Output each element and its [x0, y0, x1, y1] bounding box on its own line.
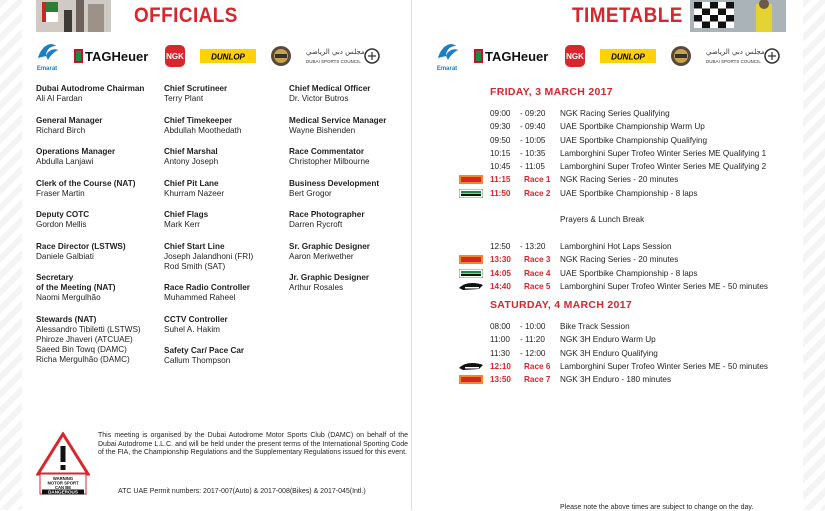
official-role: Chief Scrutineer [164, 84, 228, 93]
official-role: Race Director (LSTWS) [36, 241, 126, 251]
session-end-time: 10:05 [525, 135, 546, 145]
time-separator: - [520, 122, 523, 132]
schedule-spacer [488, 200, 803, 213]
session-event: Bike Track Session [560, 322, 630, 332]
official-name: Richa Mergulhão (DAMC) [36, 354, 130, 364]
schedule-spacer [488, 227, 803, 240]
day-heading: SATURDAY, 4 MARCH 2017 [490, 299, 632, 312]
warning-sign-line-2: MOTOR SPORT [47, 480, 79, 486]
official-entry [164, 210, 290, 230]
official-name: Antony Joseph [164, 157, 219, 166]
session-event: NGK Racing Series Qualifying [560, 109, 670, 118]
time-separator: - [520, 241, 523, 251]
lamborghini-series-icon [459, 282, 483, 291]
official-name: Ali Al Fardan [36, 94, 83, 103]
officials-column-1 [36, 84, 162, 376]
session-event: Prayers & Lunch Break [560, 215, 645, 225]
time-separator: - [520, 135, 523, 145]
warning-sign-line-1: WARNING [52, 476, 74, 481]
session-start-time: 11:00 [490, 335, 510, 345]
ngk-series-icon [459, 375, 483, 384]
notice-text: This meeting is organised by the Dubai Autodrome Motor Sports Club (DAMC) on behalf of the Dubai Autodrome L.L.C. and will be held under the present terms of the International Sporting Code of the FIA, the Championship Regulations and the Supplementary Regulations issued for this event. [98, 432, 408, 457]
race-time: 14:05 [490, 268, 511, 278]
session-end-time: 12:00 [525, 348, 546, 358]
official-entry [36, 315, 162, 365]
official-role: Deputy COTC [36, 210, 90, 219]
official-name: Bert Grogor [289, 188, 332, 198]
official-entry [164, 346, 290, 366]
race-row [488, 267, 803, 280]
race-label: Race 4 [524, 268, 551, 278]
official-entry [36, 179, 162, 199]
warning-sign-icon [36, 432, 90, 496]
emarat-logo [434, 40, 460, 72]
dunlop-logo [200, 49, 256, 63]
official-name: Richard Birch [36, 125, 86, 135]
session-end-time: 11:05 [525, 162, 545, 172]
race-row [488, 173, 803, 186]
race-label: Race 2 [524, 188, 551, 198]
official-entry [36, 242, 162, 262]
official-role: Chief Flags [164, 210, 209, 219]
ngk-logo [564, 44, 586, 68]
session-row [488, 134, 803, 147]
race-event: Lamborghini Super Trofeo Winter Series ME - 50 minutes [560, 362, 768, 372]
session-row [488, 213, 803, 226]
official-name: Christopher Milbourne [289, 157, 370, 166]
svg-text:DUNLOP: DUNLOP [611, 52, 645, 62]
race-row [488, 187, 803, 200]
session-row [488, 147, 803, 160]
club-badge-logo [270, 45, 292, 67]
right-edge-pattern [803, 0, 825, 510]
session-event: NGK 3H Enduro Warm Up [560, 335, 656, 345]
session-row [488, 120, 803, 133]
session-start-time: 08:00 [490, 322, 511, 332]
official-name: Abdulla Lanjawi [36, 157, 94, 166]
official-name: Fraser Martin [36, 188, 85, 198]
timetable-schedule [488, 86, 803, 387]
tagheuer-logo [474, 47, 550, 65]
time-separator: - [520, 322, 523, 332]
official-name: Muhammed Raheel [164, 293, 236, 302]
club-badge-logo [670, 45, 692, 67]
official-name: Wayne Bishenden [289, 125, 356, 135]
race-event: NGK Racing Series - 20 minutes [560, 255, 679, 265]
official-entry [289, 84, 409, 104]
svg-text:Emarat: Emarat [436, 66, 458, 72]
official-role: Clerk of the Course (NAT) [36, 178, 136, 188]
session-event: Lamborghini Super Trofeo Winter Series ME Qualifying 1 [560, 148, 767, 158]
race-event: UAE Sportbike Championship - 8 laps [560, 268, 698, 278]
official-entry [289, 116, 409, 136]
race-label: Race 3 [524, 255, 551, 265]
session-row [488, 347, 803, 360]
official-name: Khurram Nazeer [164, 188, 225, 198]
race-event: Lamborghini Super Trofeo Winter Series ME - 50 minutes [560, 281, 768, 291]
official-role: Safety Car/ Pace Car [164, 346, 245, 355]
session-event: UAE Sportbike Championship Qualifying [560, 135, 707, 145]
official-entry [289, 242, 409, 262]
session-end-time: 10:00 [525, 322, 546, 332]
timetable-page [412, 0, 803, 510]
officials-title: OFFICIALS [134, 4, 238, 27]
official-entry [164, 84, 290, 104]
official-role: Chief Pit Lane [164, 178, 219, 188]
official-role: General Manager [36, 115, 103, 125]
session-start-time: 09:50 [490, 135, 511, 145]
official-entry [36, 210, 162, 230]
official-role: Business Development [289, 178, 380, 188]
race-time: 14:40 [490, 281, 511, 291]
session-end-time: 09:20 [525, 109, 546, 118]
sportbike-series-icon [459, 189, 483, 198]
session-row [488, 320, 803, 333]
official-name: Joseph Jalandhoni (FRI) [164, 251, 254, 261]
svg-text:DUNLOP: DUNLOP [211, 52, 245, 62]
emarat-logo-text: Emarat [36, 66, 58, 72]
official-entry [289, 210, 409, 230]
official-name: Rod Smith (SAT) [164, 261, 226, 271]
official-entry [164, 147, 290, 167]
official-role: Dubai Autodrome Chairman [36, 84, 145, 93]
sponsor-logos [34, 40, 394, 72]
official-role: Race Photographer [289, 210, 365, 219]
race-row [488, 373, 803, 386]
official-entry [36, 147, 162, 167]
timetable-banner-photo [690, 0, 786, 32]
official-role: Operations Manager [36, 147, 116, 156]
session-row [488, 160, 803, 173]
session-event: Lamborghini Hot Laps Session [560, 241, 672, 251]
sportbike-series-icon [459, 269, 483, 278]
sponsor-logos-right [434, 40, 794, 72]
session-start-time: 11:30 [490, 348, 510, 358]
day-heading: FRIDAY, 3 MARCH 2017 [490, 86, 613, 98]
svg-text:DUBAI SPORTS COUNCIL: DUBAI SPORTS COUNCIL [706, 59, 761, 64]
official-name: Aaron Meriwether [289, 251, 354, 261]
officials-column-2 [164, 84, 290, 378]
ngk-logo [164, 44, 186, 68]
left-edge-pattern [0, 0, 22, 510]
session-row [488, 240, 803, 253]
official-entry [36, 273, 162, 303]
race-label: Race 5 [524, 281, 551, 291]
session-start-time: 12:50 [490, 241, 511, 251]
race-time: 11:50 [490, 188, 511, 198]
session-end-time: 11:20 [525, 335, 545, 345]
official-entry [164, 315, 290, 335]
officials-page [22, 0, 412, 510]
race-label: Race 7 [524, 375, 551, 385]
official-role: Chief Start Line [164, 241, 225, 251]
race-event: NGK Racing Series - 20 minutes [560, 175, 679, 185]
svg-text:NGK: NGK [166, 52, 184, 61]
session-event: Lamborghini Super Trofeo Winter Series ME Qualifying 2 [560, 162, 767, 172]
official-name: Arthur Rosales [289, 283, 344, 292]
session-start-time: 09:00 [490, 109, 511, 118]
ngk-series-icon [459, 175, 483, 184]
race-label: Race 6 [524, 362, 551, 372]
race-row [488, 253, 803, 266]
ngk-series-icon [459, 255, 483, 264]
official-entry [36, 84, 162, 104]
race-row [488, 280, 803, 293]
session-event: NGK 3H Enduro Qualifying [560, 348, 658, 358]
dubai-sports-council-logo [306, 46, 380, 66]
svg-text:مجلس دبي الرياضي: مجلس دبي الرياضي [306, 48, 365, 56]
session-start-time: 09:30 [490, 122, 511, 132]
timetable-title: TIMETABLE [572, 4, 683, 27]
session-start-time: 10:15 [490, 148, 511, 158]
warning-sign-line-4: DANGEROUS [48, 489, 78, 495]
svg-text:TAGHeuer: TAGHeuer [485, 49, 549, 64]
emarat-logo [34, 40, 60, 72]
svg-text:DUBAI SPORTS COUNCIL: DUBAI SPORTS COUNCIL [306, 59, 361, 64]
dubai-sports-council-logo [706, 46, 780, 66]
svg-text:مجلس دبي الرياضي: مجلس دبي الرياضي [706, 48, 765, 56]
official-entry [289, 273, 409, 293]
official-name: Naomi Mergulhão [36, 293, 101, 302]
race-time: 12:10 [490, 362, 511, 372]
time-separator: - [520, 335, 523, 345]
lamborghini-series-icon [459, 362, 483, 371]
race-event: NGK 3H Enduro - 180 minutes [560, 375, 672, 385]
official-name: Dr. Victor Butros [289, 94, 349, 103]
permit-numbers: ATC UAE Permit numbers: 2017-007(Auto) & 2017-008(Bikes) & 2017-045(Intl.) [118, 488, 366, 495]
official-name: Darren Rycroft [289, 220, 343, 229]
official-name: Gordon Mellis [36, 220, 87, 229]
official-role: Race Radio Controller [164, 283, 250, 292]
official-role: Chief Timekeeper [164, 115, 233, 125]
official-name: Terry Plant [164, 94, 204, 103]
official-name: Saeed Bin Towq (DAMC) [36, 344, 127, 354]
race-time: 13:50 [490, 375, 511, 385]
official-role: CCTV Controller [164, 314, 228, 324]
official-entry [164, 283, 290, 303]
officials-column-3 [289, 84, 409, 305]
time-separator: - [520, 109, 523, 118]
official-role: Chief Medical Officer [289, 84, 371, 93]
session-row [488, 107, 803, 120]
time-separator: - [520, 148, 523, 158]
dunlop-logo [600, 49, 656, 63]
official-entry [289, 179, 409, 199]
official-name: Callum Thompson [164, 356, 231, 365]
official-name: Alessandro Tibiletti (LSTWS) [36, 324, 141, 334]
warning-sign-line-3: CAN BE [54, 485, 72, 490]
race-time: 11:15 [490, 175, 511, 185]
official-role: Jr. Graphic Designer [289, 273, 370, 282]
official-role: Sr. Graphic Designer [289, 241, 370, 251]
session-end-time: 09:40 [525, 122, 546, 132]
official-entry [36, 116, 162, 136]
timetable-footnote: Please note the above times are subject to change on the day. [560, 504, 754, 511]
tagheuer-logo [74, 47, 150, 65]
officials-banner-photo [36, 0, 111, 32]
official-entry [164, 179, 290, 199]
session-end-time: 10:35 [525, 148, 546, 158]
official-role: Medical Service Manager [289, 115, 387, 125]
official-name: Abdullah Moothedath [164, 125, 242, 135]
svg-text:NGK: NGK [566, 52, 584, 61]
official-role: Stewards (NAT) [36, 314, 97, 324]
race-event: UAE Sportbike Championship - 8 laps [560, 188, 698, 198]
race-label: Race 1 [524, 175, 551, 185]
official-name: Daniele Galbiati [36, 251, 94, 261]
official-role: Race Commentator [289, 147, 365, 156]
official-entry [164, 242, 290, 272]
time-separator: - [520, 348, 523, 358]
official-name: Suhel A. Hakim [164, 324, 220, 334]
official-role: Chief Marshal [164, 147, 218, 156]
official-name: Phiroze Jhaveri (ATCUAE) [36, 334, 133, 344]
official-role: Secretary of the Meeting (NAT) [36, 273, 116, 292]
session-event: UAE Sportbike Championship Warm Up [560, 122, 705, 132]
official-entry [289, 147, 409, 167]
session-end-time: 13:20 [525, 241, 546, 251]
race-time: 13:30 [490, 255, 511, 265]
official-entry [164, 116, 290, 136]
svg-text:TAGHeuer: TAGHeuer [85, 49, 149, 64]
session-start-time: 10:45 [490, 162, 511, 172]
official-name: Mark Kerr [164, 220, 200, 229]
time-separator: - [520, 162, 523, 172]
session-row [488, 333, 803, 346]
race-row [488, 360, 803, 373]
